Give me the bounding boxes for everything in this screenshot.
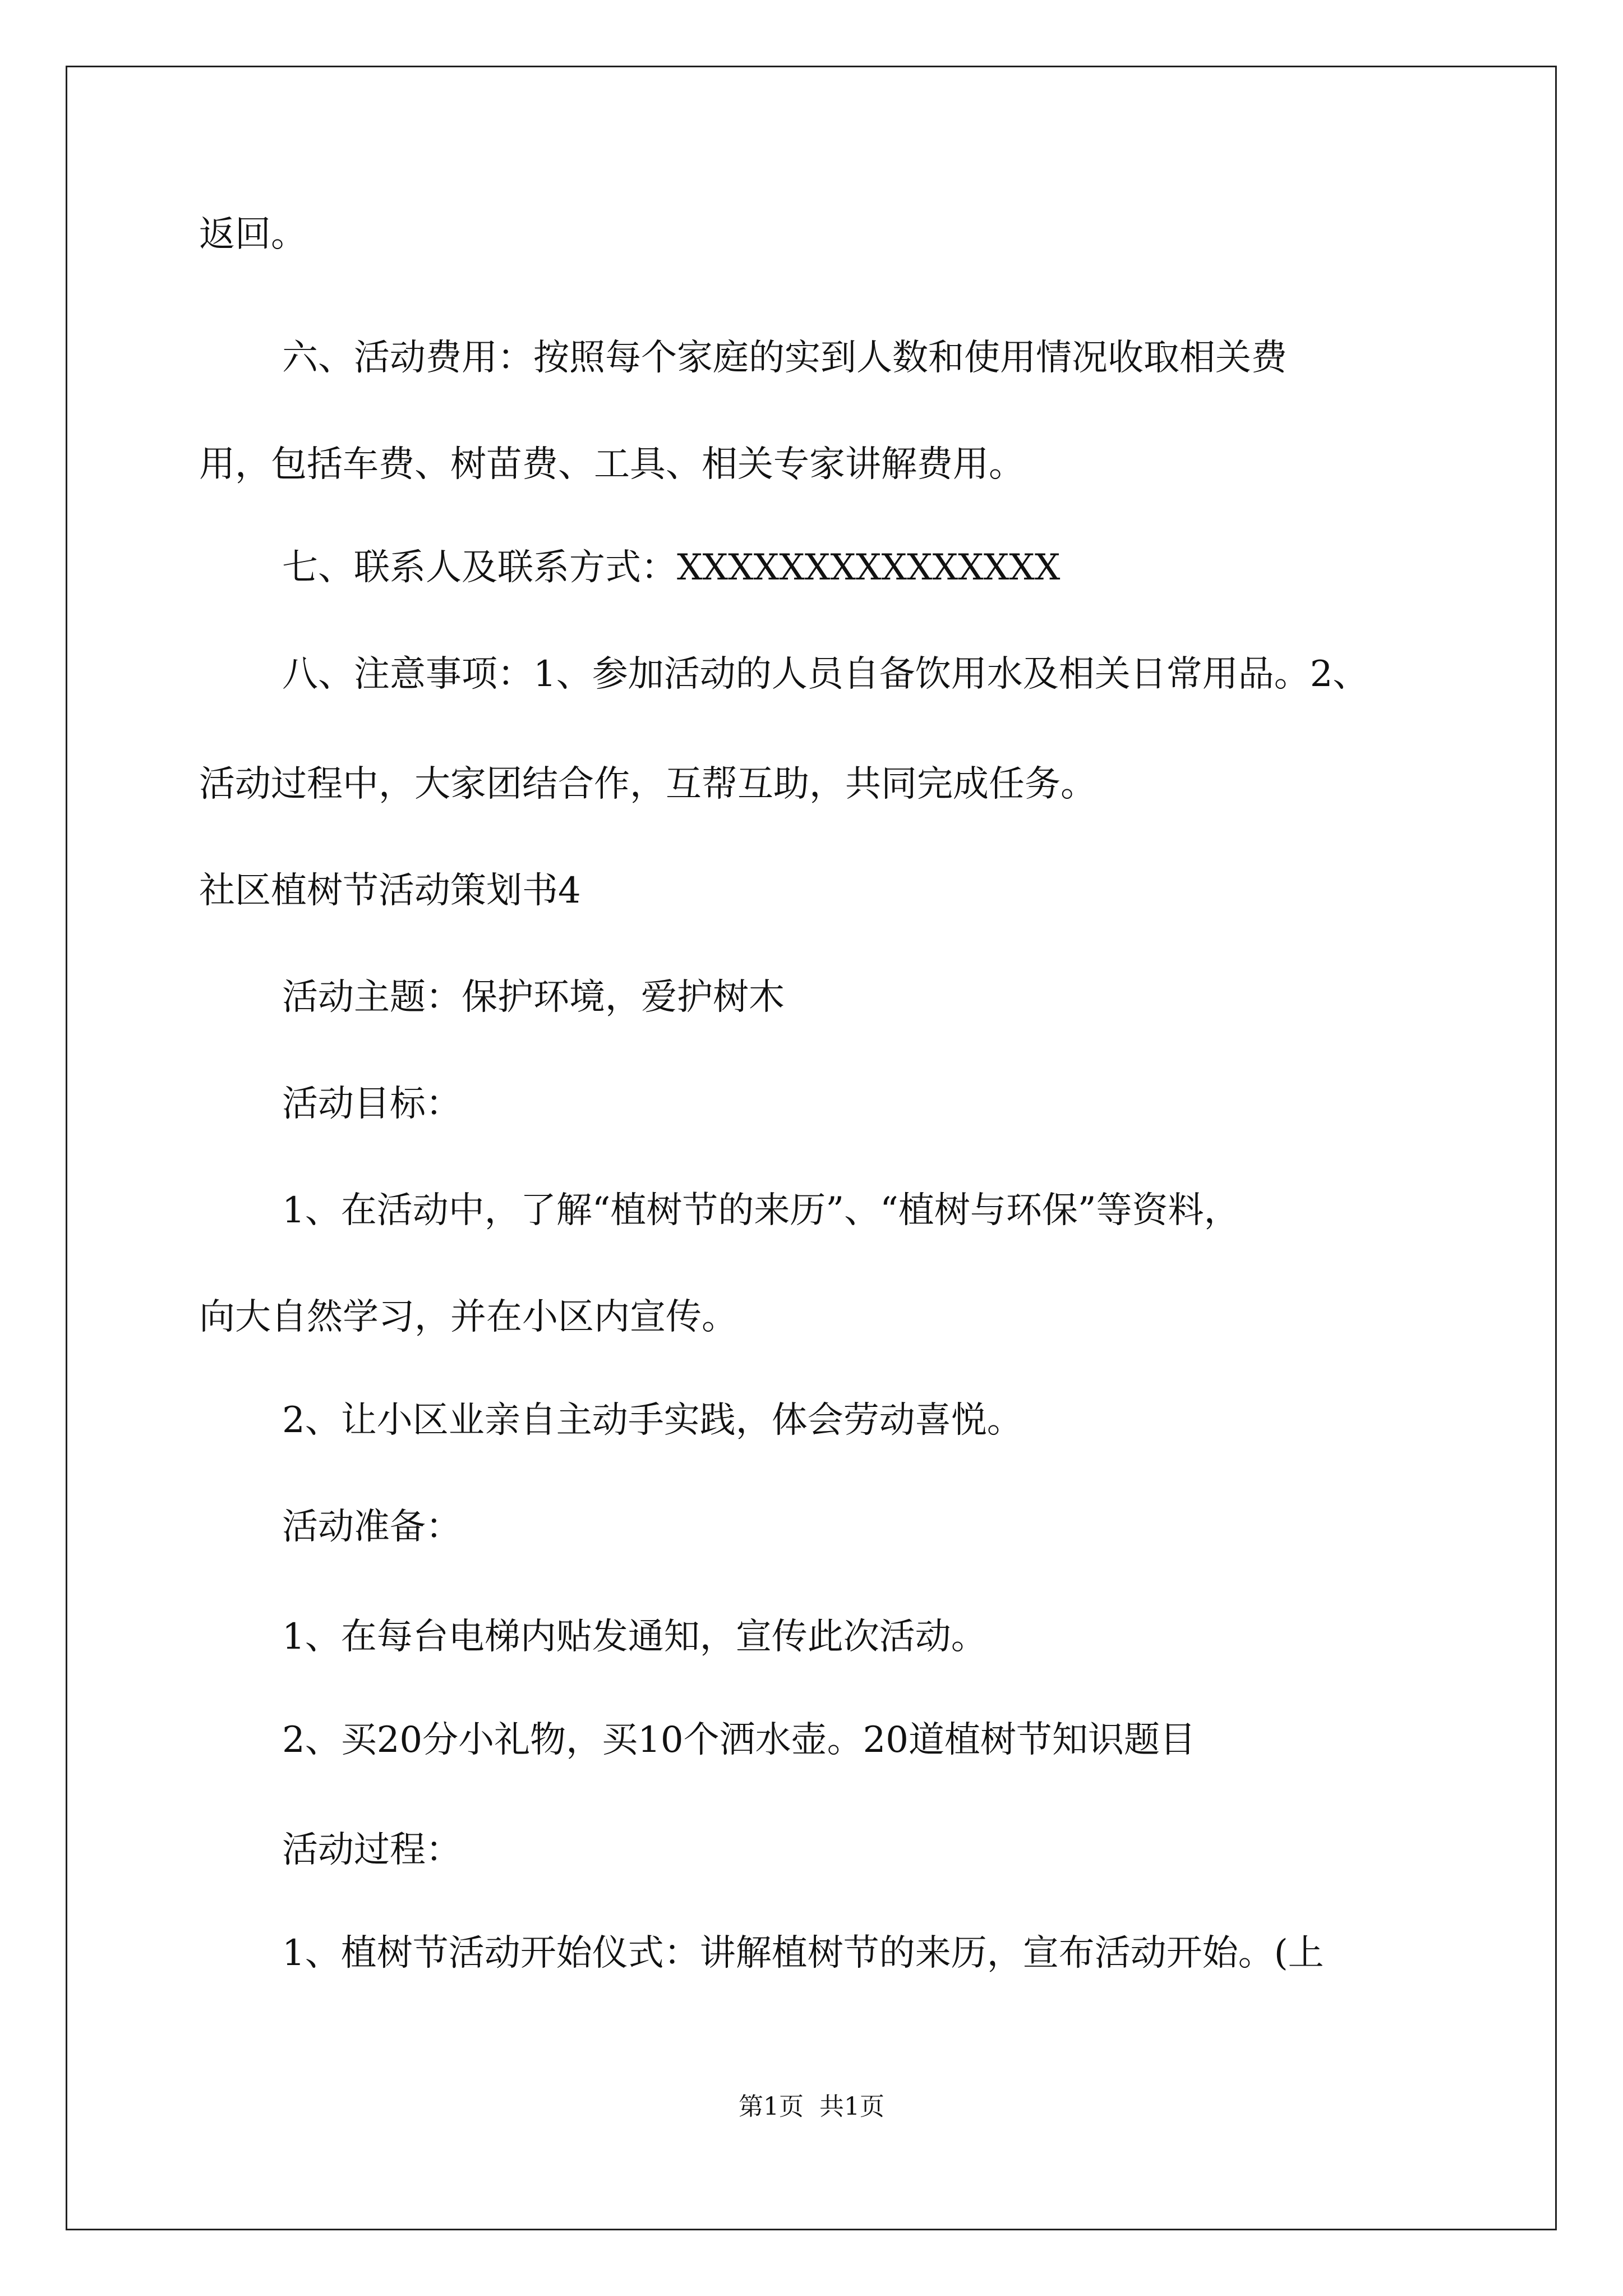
paragraph-line: 七、联系人及联系方式：XXXXXXXXXXXXXXX bbox=[282, 547, 1061, 588]
paragraph-line: 活动过程： bbox=[282, 1829, 462, 1871]
page-border bbox=[66, 66, 1557, 2230]
page-footer: 第1页 共1页 bbox=[739, 2092, 884, 2121]
paragraph-line: 六、活动费用：按照每个家庭的实到人数和使用情况收取相关费 bbox=[282, 337, 1287, 379]
paragraph-line: 活动过程中，大家团结合作，互帮互助，共同完成任务。 bbox=[199, 763, 1096, 805]
section-heading: 社区植树节活动策划书4 bbox=[199, 870, 581, 912]
paragraph-line: 1、在每台电梯内贴发通知，宣传此次活动。 bbox=[282, 1616, 987, 1658]
paragraph-line: 活动准备： bbox=[282, 1506, 462, 1548]
paragraph-line: 用，包括车费、树苗费、工具、相关专家讲解费用。 bbox=[199, 444, 1025, 485]
paragraph-line: 活动目标： bbox=[282, 1083, 462, 1125]
paragraph-line: 1、植树节活动开始仪式：讲解植树节的来历，宣布活动开始。(上 bbox=[282, 1932, 1324, 1974]
paragraph-line: 2、让小区业亲自主动手实践，体会劳动喜悦。 bbox=[282, 1400, 1023, 1441]
paragraph-line: 2、买20分小礼物，买10个洒水壶。20道植树节知识题目 bbox=[282, 1719, 1196, 1761]
paragraph-line: 返回。 bbox=[199, 214, 307, 255]
paragraph-line: 1、在活动中，了解“植树节的来历”、“植树与环保”等资料， bbox=[282, 1190, 1240, 1231]
paragraph-line: 向大自然学习，并在小区内宣传。 bbox=[199, 1296, 737, 1338]
paragraph-line: 八、注意事项：1、参加活动的人员自备饮用水及相关日常用品。2、 bbox=[282, 654, 1369, 695]
paragraph-line: 活动主题：保护环境，爱护树木 bbox=[282, 977, 785, 1018]
